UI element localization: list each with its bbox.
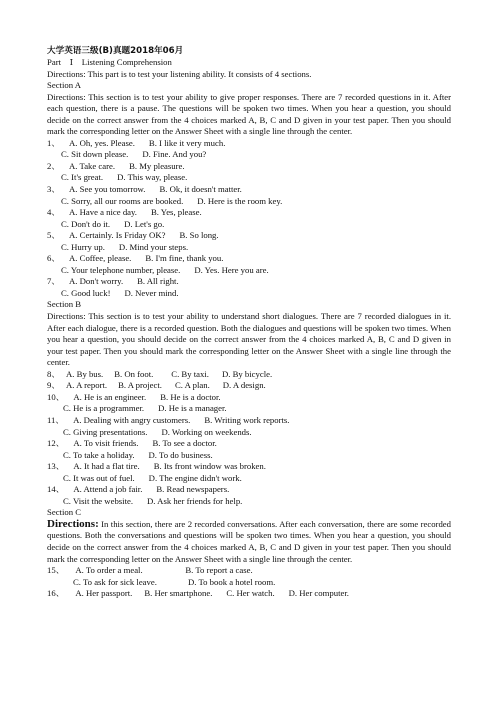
option-d: D. Let's go. [124,218,165,229]
document-page [47,45,451,600]
question-row: 10、 A. He is an engineer. B. He is a doctor. [47,391,221,402]
option-b: B. Yes, please. [150,207,202,218]
option-c: C. It's great. [61,172,104,183]
option-b: B. He is a doctor. [160,391,221,402]
option-a: A. Don't worry. [69,276,124,287]
option-d: D. To do business. [148,449,213,460]
question-row: 2、 A. Take care. B. My pleasure. [47,160,185,171]
question-row: 3、 A. See you tomorrow. B. Ok, it doesn't matter. [47,184,242,195]
question-row: 14、 A. Attend a job fair. B. Read newspapers. [47,484,230,495]
option-c: C. Good luck! [61,287,111,298]
question-row-choices [47,427,451,439]
question-row: 11、 A. Dealing with angry customers. B. Writing work reports. [47,414,290,425]
question-row-choices [47,288,451,300]
question-row-choices [47,172,451,184]
question-row: 4、 A. Have a nice day. B. Yes, please. [47,207,202,218]
option-a: A. It had a flat tire. [73,461,140,472]
option-d: D. Ask her friends for help. [147,495,243,506]
question-15: 15、 A. To order a meal. B. To report a case. [47,565,253,576]
option-c: C. Don't do it. [61,218,111,229]
section-c-directions-label: Directions: [47,517,99,530]
option-c: C. Hurry up. [61,241,105,252]
question-16: 16、 A. Her passport. B. Her smartphone. C. Her watch. D. Her computer. [47,588,349,599]
section-c-heading: Section C [47,507,82,518]
question-row: 13、 A. It had a flat tire. B. Its front window was broken. [47,461,266,472]
intro-directions: Directions: This part is to test your listening ability. It consists of 4 sections. [47,68,312,79]
option-c: C. Sorry, all our rooms are booked. [61,195,184,206]
option-a: A. Coffee, please. [69,253,132,264]
option-c: C. Visit the website. [63,495,134,506]
question-row-choices [47,265,451,277]
option-b: B. My pleasure. [129,160,185,171]
option-a: A. See you tomorrow. [69,184,146,195]
option-c: C. It was out of fuel. [63,472,135,483]
option-a: A. Oh, yes. Please. [69,137,135,148]
section-a-questions [47,138,451,300]
section-b-questions [47,392,451,507]
option-b: B. Ok, it doesn't matter. [159,184,242,195]
option-b: B. I like it very much. [148,137,226,148]
part-heading: Part Ⅰ Listening Comprehension [47,57,172,67]
question-9: 9、 A. A report. B. A project. C. A plan. D. A design. [47,380,266,391]
section-b-heading: Section B [47,299,82,310]
option-d: D. He is a manager. [158,403,227,414]
option-b: B. I'm fine, thank you. [145,253,224,264]
option-d: D. Here is the room key. [197,195,283,206]
question-row: 1、 A. Oh, yes. Please. B. I like it very much. [47,137,226,148]
option-a: A. Have a nice day. [69,207,137,218]
option-c: C. Giving presentations. [63,426,148,437]
option-c: C. Sit down please. [61,149,129,160]
option-d: D. Fine. And you? [142,149,207,160]
option-a: A. To visit friends. [73,438,139,449]
section-c-directions: Directions: In this section, there are 2 recorded conversations. After each conversation, there are some recorded questions. Both the conversations and questions will be spoken two times. When you hear a question, you should decide on the correct answer from the 4 choices marked A, B, C and D given in your test paper. Then you should mark the corresponding letter on the Answer Sheet with a single line through the center. [47,517,451,564]
option-a: A. Attend a job fair. [73,484,143,495]
question-row: 6、 A. Coffee, please. B. I'm fine, thank you. [47,253,224,264]
section-a-heading: Section A [47,80,82,91]
question-row: 12、 A. To visit friends. B. To see a doctor. [47,438,217,449]
option-b: B. All right. [137,276,179,287]
exam-title: 大学英语三级(B)真题2018年06月 [47,46,184,56]
option-b: B. Writing work reports. [204,414,290,425]
option-d: D. Mind your steps. [118,241,189,252]
question-row-choices [47,219,451,231]
option-c: C. He is a programmer. [63,403,145,414]
option-b: B. Its front window was broken. [153,461,266,472]
option-d: D. Yes. Here you are. [194,264,269,275]
question-row: 7、 A. Don't worry. B. All right. [47,276,179,287]
option-d: D. Never mind. [124,287,179,298]
question-row: 5、 A. Certainly. Is Friday OK? B. So long. [47,230,219,241]
question-row-choices [47,403,451,415]
question-row-choices [47,450,451,462]
option-a: A. Dealing with angry customers. [73,414,191,425]
question-row-choices [47,242,451,254]
question-row-choices [47,149,451,161]
option-b: B. Read newspapers. [156,484,230,495]
option-b: B. So long. [179,230,219,241]
question-row-choices [47,496,451,508]
option-d: D. The engine didn't work. [148,472,242,483]
question-8: 8、 A. By bus. B. On foot. C. By taxi. D. By bicycle. [47,368,273,379]
option-b: B. To see a doctor. [152,438,217,449]
option-a: A. He is an engineer. [73,391,147,402]
option-d: D. Working on weekends. [161,426,252,437]
question-row-choices [47,473,451,485]
option-c: C. Your telephone number, please. [61,264,181,275]
option-a: A. Take care. [69,160,116,171]
section-b-directions: Directions: This section is to test your ability to understand short dialogues. There are 7 recorded dialogues in it. After each dialogue, there is a recorded question. Both the dialogues and questions will be spoken two times. When you hear a question, you should decide on the correct answer from the 4 choices marked A, B, C and D given in your test paper. Then you should mark the corresponding letter on the Answer Sheet with a single line through the center. [47,311,451,368]
question-row-choices [47,196,451,208]
option-d: D. This way, please. [117,172,188,183]
section-a-directions: Directions: This section is to test your ability to give proper responses. There are 7 recorded questions in it. After each question, there is a pause. The questions will be spoken two times. When you hear a question, you should decide on the correct answer from the 4 choices marked A, B, C and D given in your test paper. Then you should mark the corresponding letter on the Answer Sheet with a single line through the center. [47,91,451,137]
question-15-row2: C. To ask for sick leave. D. To book a hotel room. [73,576,276,587]
option-c: C. To take a holiday. [63,449,135,460]
option-a: A. Certainly. Is Friday OK? [69,230,166,241]
